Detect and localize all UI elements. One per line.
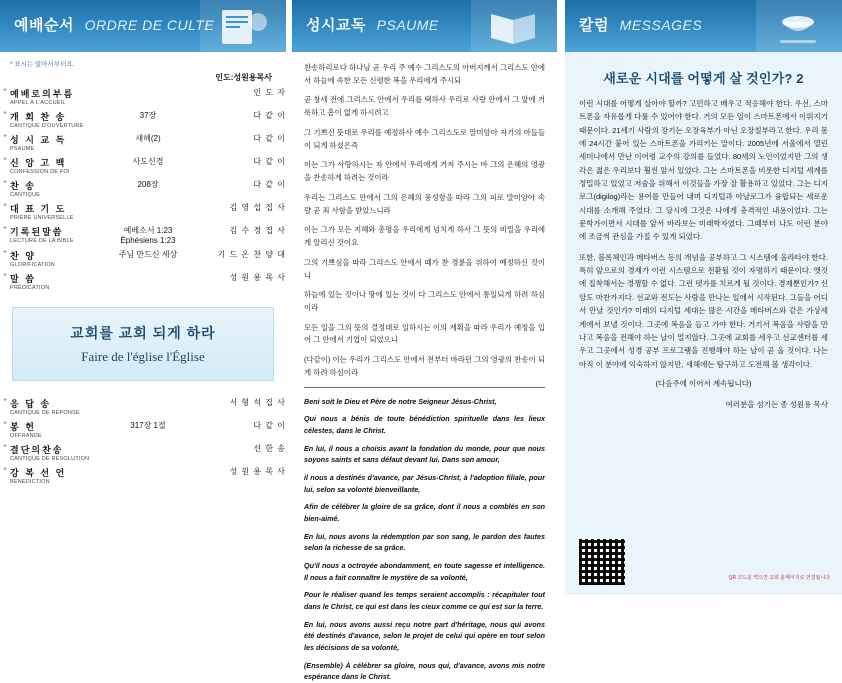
order-row-star: * [3, 225, 7, 234]
order-row-person: 김 수 정 집 사 [229, 226, 286, 235]
order-header-title-ko: 예배순서 [14, 17, 74, 34]
order-row-title-fr: LECTURE DE LA BIBLE [10, 238, 74, 244]
order-row [0, 395, 286, 418]
order-header-title-fr: ORDRE DE CULTE [84, 17, 215, 33]
order-row [0, 441, 286, 464]
order-header-band [0, 0, 286, 52]
order-row-detail [106, 200, 190, 223]
order-row-title [10, 177, 106, 200]
order-table [0, 85, 286, 293]
order-row [0, 200, 286, 223]
order-row-person: 기 드 온 찬 양 대 [217, 250, 286, 259]
order-row [0, 108, 286, 131]
order-row-title [10, 418, 106, 441]
psaume-korean-verse: 모든 일을 그의 뜻의 결정대로 일하시는 이의 계획을 따라 우리가 예정을 입어 그 안에서 기업이 되었으니 [304, 322, 545, 345]
order-row-title-fr: CANTIQUE DE RÉPONSE [10, 410, 80, 416]
order-row-person: 다 같 이 [253, 157, 286, 166]
messages-paragraphs [579, 97, 828, 371]
order-row-title [10, 85, 106, 108]
order-row-person: 다 같 이 [253, 180, 286, 189]
order-row-title-ko: 응 답 송 [10, 399, 52, 409]
order-row-star: * [3, 443, 7, 452]
psaume-korean-verse: (다같이) 이는 우리가 그리스도 안에서 전부터 바라던 그의 영광의 찬송이 되게 하려 하심이라 [304, 355, 545, 377]
order-row-title-fr: PRÉDICATION [10, 285, 50, 291]
order-row [0, 223, 286, 247]
psaume-korean-text [304, 62, 545, 380]
divider [304, 387, 545, 388]
order-row-person: 다 같 이 [253, 421, 286, 430]
message-paragraph: 또한, 블록체인과 메타버스 등의 개념을 공부하고 그 시스템에 올라타야 한다. 특히 앞으로의 경제가 이런 시스템으로 전환될 것이 자명하기 때문이다. 앳것에 집착해서는 경쟁할 수 없다. 그런 뎃가를 치르게 될 것이다. 경제뿐인가? 신앙도 마찬가지다. 선교와 전도는 사람을 만나는 일에서 시작된다. 그들을 어디서 만날 것인가? 미래의 디지털 세대는 많은 시간을 메타버스와 같은 가상세계에서 보낼 것이다. 그곳에 복음을 들고 가야 한다. 거기서 복음을 사람을 만나고 복음을 전해야 하는 날이 멀지않다. 그곳에 교회를 세우고 선교센터를 세우고 그곳에서 성경 공부 프로그램을 진행해야 하는 날이 곧 올 것이다. 나는 아직 이 분야에 익숙하지 않지만, 새해에는 탐구하고 도전해 볼 생각이다. [579, 252, 828, 369]
messages-signer [579, 399, 828, 410]
order-row [0, 177, 286, 200]
psaume-korean-verse: 그 기쁘신 뜻대로 우리를 예정하사 예수 그리스도로 말미암아 자기의 아들들이 되게 하셨은즉 [304, 127, 545, 150]
psaume-korean-verse: 하늘에 있는 것이나 땅에 있는 것이 다 그리스도 안에서 통일되게 하려 하심이라 [304, 290, 545, 313]
messages-header-title-ko: 칼럼 [579, 17, 609, 34]
psaume-header-title-fr: PSAUME [376, 17, 439, 33]
order-row-title-fr: PSAUME [10, 146, 35, 152]
psaume-french-verse: (Ensemble) À célébrer sa gloire, nous qui, d'avance, avons mis notre espérance dans le Christ. [304, 660, 545, 682]
order-row-star: * [3, 397, 7, 406]
psaume-korean-verse: 그의 기쁘심을 따라 그리스도 안에서 때가 찬 경륜을 위하여 예정하신 것이니 [304, 257, 545, 280]
order-row-title-fr: CONFESSION DE FOI [10, 169, 70, 175]
order-row-title-fr: PRIÈRE UNIVERSELLE [10, 215, 74, 221]
order-row-star: * [3, 202, 7, 211]
order-row-title-fr: GLORIFICATION [10, 262, 55, 268]
order-row [0, 418, 286, 441]
psaume-french-verse: il nous a destinés d'avance, par Jésus-Christ, à l'adoption filiale, pour lui, selon sa volonté bienveillante, [304, 472, 545, 494]
psaume-header-title-ko: 성시교독 [306, 17, 366, 34]
order-row-title-ko: 결단의찬송 [10, 445, 64, 455]
order-row-detail: 사도신경 [132, 157, 164, 166]
order-row-detail [106, 441, 190, 464]
psaume-french-verse: Qu'il nous a octroyée abondamment, en toute sagesse et intelligence. Il nous a fait connaître le mystère de sa volonté, [304, 560, 545, 582]
order-row-person: 성 원 용 목 사 [229, 467, 286, 476]
order-row-title-fr: APPEL À L'ACCUEIL [10, 100, 66, 106]
order-row-title-fr: CANTIQUE DE RÉSOLUTION [10, 456, 90, 462]
order-row [0, 270, 286, 293]
order-row-title [10, 154, 106, 177]
order-row [0, 464, 286, 487]
order-row-title-ko: 예배로의부름 [10, 89, 75, 99]
order-row-star: * [3, 466, 7, 475]
slogan-french: Faire de l'église l'Église [81, 349, 205, 364]
qr-code[interactable] [579, 539, 625, 585]
order-row-detail [106, 85, 190, 108]
order-row-title [10, 395, 106, 418]
order-row [0, 85, 286, 108]
order-row-star: * [3, 249, 7, 258]
psaume-french-verse: Qui nous a bénis de toute bénédiction spirituelle dans les lieux célestes, dans le Christ. [304, 414, 545, 435]
order-row-detail [106, 395, 190, 418]
order-row-star: * [3, 133, 7, 142]
order-row-detail: 주님 만드신 세상 [118, 250, 178, 259]
order-row-star: * [3, 420, 7, 429]
psaume-header-band [292, 0, 557, 52]
messages-header-title-fr: MESSAGES [619, 17, 703, 33]
order-row-title-ko: 봉 헌 [10, 422, 36, 432]
order-row-title [10, 464, 106, 487]
messages-signer-text: 여러분을 섬기는 종 성원용 목사 [725, 399, 828, 409]
order-row-detail: 208장 [137, 180, 159, 189]
psaume-french-verse: Pour le réaliser quand les temps seraient accomplis : récapituler tout dans le Christ, ce qui est dans les cieux comme ce qui est sur la terre. [304, 590, 545, 611]
order-header-title [14, 14, 214, 35]
psaume-korean-verse: 찬송하리로다 하나님 곧 우리 주 예수 그리스도의 아버지께서 그리스도 안에서 하늘에 속한 모든 신령한 복을 우리에게 주시되 [304, 63, 545, 85]
order-row-title-ko: 찬 양 [10, 251, 36, 261]
order-row-title-ko: 찬 송 [10, 181, 36, 191]
messages-continued: (다음주에 이어서 계속됩니다) [655, 378, 752, 388]
order-row-star: * [3, 272, 7, 281]
order-row-title-ko: 기록된말씀 [10, 227, 64, 237]
order-row-title-ko: 신 앙 고 백 [10, 158, 67, 168]
psaume-french-verse: En lui, nous avons aussi reçu notre part d'héritage, nous qui avons été destinés d'avance, selon le projet de celui qui opère en tout selon les décisions de sa volonté, [304, 619, 545, 652]
order-row-title [10, 247, 106, 270]
order-row-detail: 37장 [139, 111, 157, 120]
order-row-title [10, 200, 106, 223]
slogan-korean: 교회를 교회 되게 하라 [70, 325, 216, 341]
order-row-title [10, 223, 106, 247]
psaume-french-verse: Afin de célébrer la gloire de sa grâce, dont il nous a comblés en son bien-aimé. [304, 502, 545, 523]
psaume-french-verse: Beni soit le Dieu et Père de notre Seigneur Jésus-Christ, [304, 396, 497, 406]
order-row-star: * [3, 179, 7, 188]
coffee-cup-icon [756, 0, 842, 52]
order-row [0, 247, 286, 270]
order-row-title-fr: CANTIQUE D'OUVERTURE [10, 123, 84, 129]
column-messages [565, 0, 842, 595]
bulletin-icon [200, 0, 286, 52]
order-row-title-ko: 성 시 교 독 [10, 135, 67, 145]
qr-caption: QR 코드를 찍으면 교회 홈페이지로 연결됩니다 [728, 575, 830, 581]
order-row-detail [106, 464, 190, 487]
order-row-person: 인 도 자 [253, 88, 286, 97]
order-row-person: 다 같 이 [253, 111, 286, 120]
column-order-of-service [0, 0, 286, 595]
message-paragraph: 이런 시대를 어떻게 살아야 할까? 고민하고 배우고 적응해야 한다. 우선, 스마트폰을 자유롭게 다룰 수 있어야 한다. 거의 모든 일이 스마트폰에서 이뤄지기 때문이다. 21세기 사람의 장기는 오장육부가 아닌 오장칠부라고 한다. 우리 몸에 24시간 붙어 있는 스마트폰을 가리키는 말이다. 2005년에 서울에서 열린 세미나에서 만난 이어령 교수의 강의를 들었다. 80세의 노인이었지만 그의 생각은 젊은 우리보다 훨씬 앞서 있었다. 그는 스마트폰을 비롯한 디지털 세계를 정밀하고 있었고 저술을 위해서 이것들을 가장 잘 활용하고 있었다. 그는 디지로그(digilog)라는 용어를 만들어 내며 디지털과 아날로그가 융합되는 세로운 시대를 소개해 주었다. 그 당시에 그것은 나에게 충격적인 내용이었다. 그는 문학가이면서 시대를 앞서 바라보는 미래학자였다. 그때부터 나도 이런 분야에 조금씩 관심을 가질 수 있게 되었다. [579, 99, 828, 242]
order-row-title-ko: 강 복 선 언 [10, 468, 67, 478]
slogan-box [12, 307, 274, 381]
order-row-person: 서 형 석 집 사 [229, 398, 286, 407]
order-row [0, 154, 286, 177]
order-row-title [10, 131, 106, 154]
column-psaume [292, 0, 557, 682]
psaume-korean-verse: 곧 창세 전에 그리스도 안에서 우리를 택하사 우리로 사랑 안에서 그 앞에 거룩하고 흠이 없게 하시려고 [304, 95, 545, 118]
messages-title: 새로운 시대를 어떻게 살 것인가? 2 [603, 71, 804, 86]
order-row [0, 131, 286, 154]
open-book-icon [471, 0, 557, 52]
order-row-title-fr: CANTIQUE [10, 192, 41, 198]
order-row-title [10, 441, 106, 464]
order-row-person: 선 한 송 [253, 444, 286, 453]
order-row-detail: 예베소서 1:23 Éphésiens 1:23 [120, 226, 176, 245]
psaume-french-verse: En lui, nous avons la rédemption par son sang, le pardon des fautes selon la richesse de sa grâce. [304, 531, 545, 553]
psaume-korean-verse: 이는 그가 모든 지혜와 총명을 우리에게 넘치게 하사 그 뜻의 비밀을 우리에게 알리신 것이요 [304, 225, 545, 248]
messages-header-title [579, 14, 702, 35]
order-row-detail: 새해(2) [135, 134, 161, 143]
order-row-star: * [3, 156, 7, 165]
order-row-title-fr: OFFRANDE [10, 433, 42, 439]
order-row-detail: 317장 1절 [130, 421, 166, 430]
order-row-title [10, 108, 106, 131]
order-row-title [10, 270, 106, 293]
order-row-star: * [3, 87, 7, 96]
messages-header-band [565, 0, 842, 52]
order-table-second [0, 395, 286, 487]
psaume-korean-verse: 우리는 그리스도 안에서 그의 은혜의 풍성함을 따라 그의 피로 말미암아 속량 곧 죄 사함을 받았느니라 [304, 192, 545, 215]
order-row-title-ko: 말 씀 [10, 274, 36, 284]
order-note: * 표시는 앉아서부터요. [10, 61, 75, 68]
order-row-title-ko: 개 회 찬 송 [10, 112, 67, 122]
order-row-title-ko: 대 표 기 도 [10, 204, 67, 214]
order-row-title-fr: BÉNÉDICTION [10, 479, 50, 485]
order-row-person: 다 같 이 [253, 134, 286, 143]
psaume-french-text [304, 396, 545, 683]
order-row-star: * [3, 110, 7, 119]
order-row-person: 성 원 용 목 사 [229, 273, 286, 282]
messages-body [565, 52, 842, 595]
order-leader-label: 인도:성원용목사 [215, 73, 272, 82]
order-row-detail [106, 270, 190, 293]
psaume-header-title [306, 14, 439, 35]
psaume-french-verse: En lui, il nous a choisis avant la fondation du monde, pour que nous soyons saints et sans défaut devant lui. Dans son amour, [304, 443, 545, 465]
order-row-person: 김 영 섭 집 사 [229, 203, 286, 212]
psaume-korean-verse: 이는 그가 사랑하시는 자 안에서 우리에게 거저 주시는 바 그의 은혜의 영광을 찬송하게 하려는 것이라 [304, 160, 545, 183]
